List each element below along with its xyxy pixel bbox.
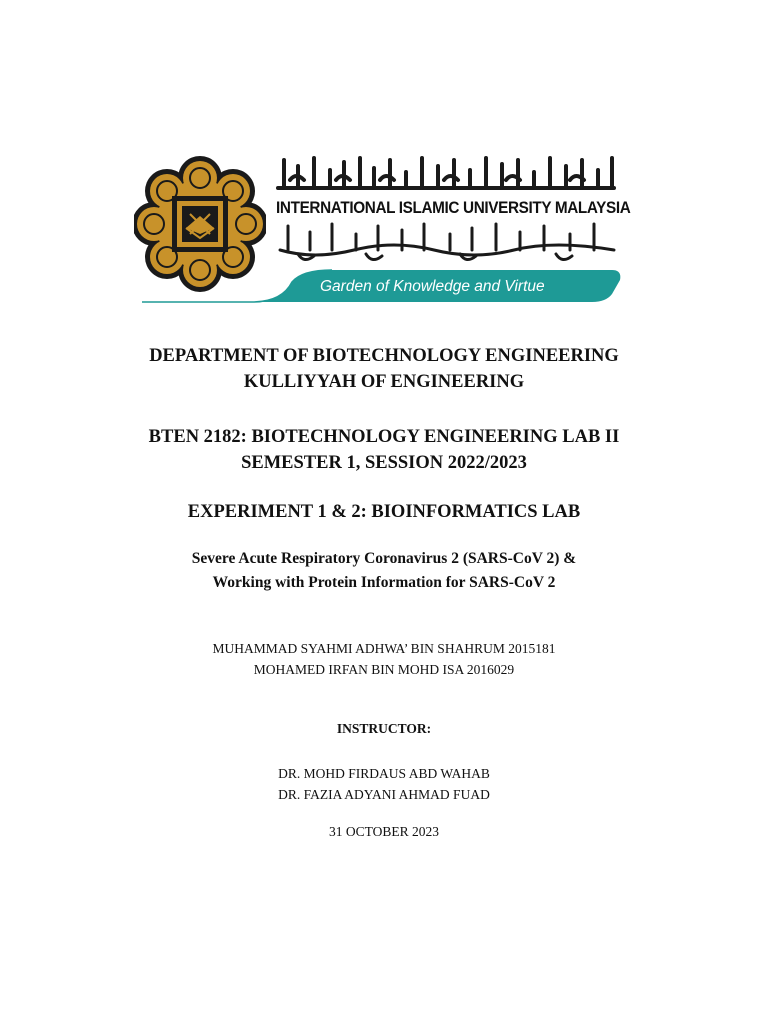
instructor-label: INSTRUCTOR:: [336, 721, 432, 736]
kulliyyah-name: KULLIYYAH OF ENGINEERING: [243, 372, 525, 392]
jawi-name-text: يونيبرسيتي إسلام انتارابڠسا مليسيا: [274, 220, 289, 221]
instructor-list: [0, 763, 768, 805]
experiment-title: EXPERIMENT 1 & 2: BIOINFORMATICS LAB: [187, 502, 581, 522]
instructor-name: DR. MOHD FIRDAUS ABD WAHAB: [278, 766, 490, 781]
course-heading: [0, 424, 768, 476]
arabic-calligraphy: [274, 152, 620, 196]
university-motto: Garden of Knowledge and Virtue: [320, 278, 545, 295]
student-list: [0, 638, 768, 680]
course-title: BTEN 2182: BIOTECHNOLOGY ENGINEERING LAB II: [148, 427, 620, 447]
instructor-name: DR. FAZIA ADYANI AHMAD FUAD: [278, 787, 490, 802]
subtitle-line-1: Severe Acute Respiratory Coronavirus 2 (SARS-CoV 2) &: [191, 550, 577, 567]
university-name: INTERNATIONAL ISLAMIC UNIVERSITY MALAYSIA: [276, 198, 631, 217]
department-heading: [0, 343, 768, 395]
experiment-subtitle: [0, 547, 768, 595]
subtitle-line-2: Working with Protein Information for SARS-CoV 2: [212, 574, 556, 591]
arabic-name-text: الجامعة الإسلامية العالمية ماليزيا: [274, 152, 288, 153]
university-logo: [130, 150, 630, 305]
student-name: MOHAMED IRFAN BIN MOHD ISA 2016029: [253, 662, 515, 677]
jawi-calligraphy: [274, 220, 620, 264]
student-name: MUHAMMAD SYAHMI ADHWA’ BIN SHAHRUM 2015181: [212, 641, 556, 656]
semester-session: SEMESTER 1, SESSION 2022/2023: [241, 453, 527, 473]
submission-date: 31 OCTOBER 2023: [328, 824, 439, 839]
department-name: DEPARTMENT OF BIOTECHNOLOGY ENGINEERING: [149, 346, 619, 366]
